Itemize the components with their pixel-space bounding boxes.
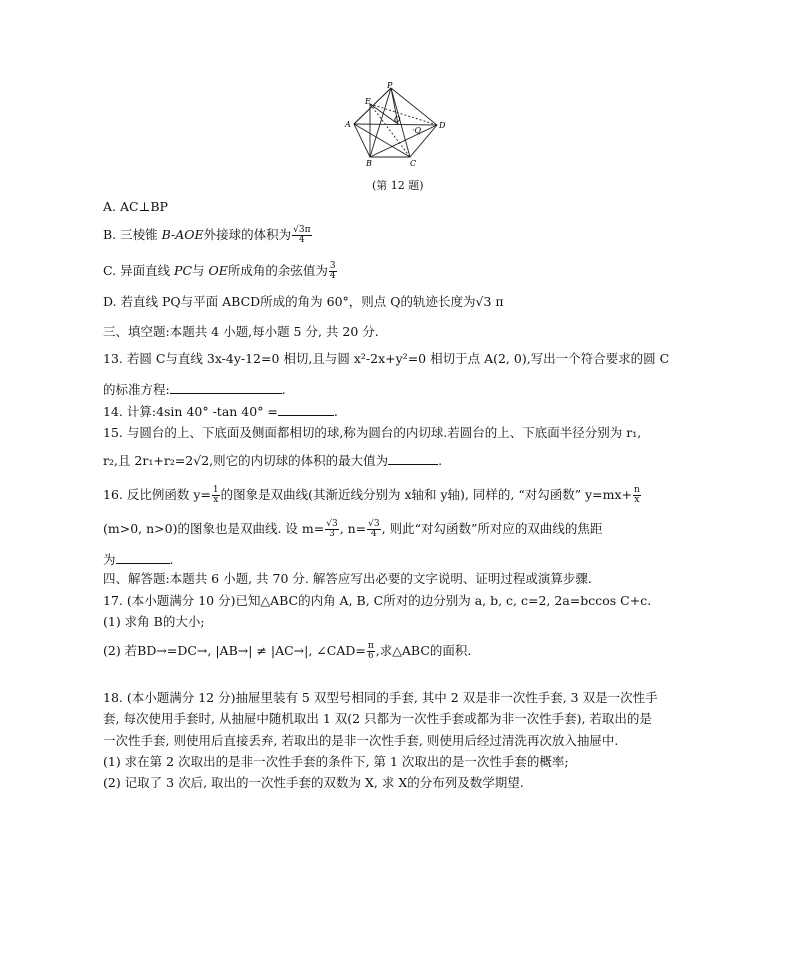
option-b-fraction: $\frac{√3\pi}{4}$	[293, 225, 311, 245]
q16-frac-2: $\frac{n}{x}$	[633, 485, 640, 505]
label-B: B	[366, 159, 372, 168]
q18-part2: (2) 记取了 3 次后, 取出的一次性手套的双数为 X, 求 X的分布列及数学期望.	[103, 775, 524, 790]
q16-line1: 16. 反比例函数 y= $\frac{1}{x}$ 的图象是双曲线(其渐近线分别为 x轴和 y轴), 同样的, “对勾函数” y=mx+ $\frac{n}{x}$	[103, 485, 640, 505]
q13-line2: 的标准方程: .	[103, 382, 286, 397]
label-D: D	[439, 121, 446, 130]
q18-part1: (1) 求在第 2 次取出的是非一次性手套的条件下, 第 1 次取出的是一次性手套的概率;	[103, 754, 569, 769]
geometry-figure	[340, 82, 460, 170]
section3-heading: 三、填空题:本题共 4 小题,每小题 5 分, 共 20 分.	[103, 324, 379, 339]
q16-frac-m: $\frac{√3}{3}$	[326, 519, 338, 539]
figure-caption: (第 12 题)	[372, 179, 424, 192]
q16-answer-blank	[116, 551, 170, 564]
q15-line2: r₂,且 2r₁+r₂=2√2,则它的内切球的体积的最大值为 .	[103, 453, 443, 468]
q14-answer-blank	[278, 403, 334, 416]
option-b-var: B-AOE	[161, 227, 204, 242]
q16-line2: (m>0, n>0)的图象也是双曲线. 设 m= $\frac{√3}{3}$ , n= $\frac{√3}{4}$ , 则此“对勾函数”所对应的双曲线的焦距	[103, 519, 603, 539]
option-b-mid: 外接球的体积为	[203, 227, 292, 242]
option-c	[103, 262, 338, 281]
option-c-mid2: 所成角的余弦值为	[227, 263, 328, 278]
option-c-fraction: $\frac{3}{4}$	[329, 261, 336, 281]
q16-frac-1: $\frac{1}{x}$	[212, 485, 219, 505]
option-d: D. 若直线 PQ与平面 ABCD所成的角为 60°，则点 Q的轨迹长度为√3 π	[103, 294, 504, 309]
q13-answer-blank	[170, 381, 282, 394]
q16-frac-n: $\frac{√3}{4}$	[368, 519, 380, 539]
q17-line1: 17. (本小题满分 10 分)已知△ABC的内角 A, B, C所对的边分别为 a, b, c, c=2, 2a=bccos C+c.	[103, 593, 652, 608]
label-A: A	[345, 120, 351, 129]
q18-line3: 一次性手套, 则使用后直接丢弃, 若取出的是非一次性手套, 则使用后经过清洗再次放入抽屉中.	[103, 733, 619, 748]
q17-frac: $\frac{\pi}{6}$	[367, 641, 374, 661]
option-a: A. AC⊥BP	[103, 199, 168, 214]
q13-line1: 13. 若圆 C与直线 3x-4y-12=0 相切,且与圆 x²-2x+y²=0 相切于点 A(2, 0),写出一个符合要求的圆 C	[103, 351, 670, 366]
option-c-prefix: C. 异面直线	[103, 263, 175, 278]
label-C: C	[410, 159, 417, 168]
option-b	[103, 226, 313, 245]
q14: 14. 计算:4sin 40° -tan 40° = .	[103, 404, 338, 419]
option-c-mid1: 与	[192, 263, 209, 278]
label-P: P	[387, 82, 393, 90]
q17-part1: (1) 求角 B的大小;	[103, 614, 205, 629]
q15-answer-blank	[388, 452, 438, 465]
label-E: E	[365, 97, 371, 106]
label-Q: ·Q	[412, 126, 422, 135]
section4-heading: 四、解答题:本题共 6 小题, 共 70 分. 解答应写出必要的文字说明、证明过程或演算步骤.	[103, 571, 592, 586]
q18-line1: 18. (本小题满分 12 分)抽屉里装有 5 双型号相同的手套, 其中 2 双是非一次性手套, 3 双是一次性手	[103, 690, 658, 705]
q15-line1: 15. 与圆台的上、下底面及侧面都相切的球,称为圆台的内切球.若圆台的上、下底面半径分别为 r₁,	[103, 425, 642, 440]
q18-line2: 套, 每次使用手套时, 从抽屉中随机取出 1 双(2 只都为一次性手套或都为非一次性手套), 若取出的是	[103, 711, 652, 726]
option-c-var2: OE	[208, 263, 228, 278]
label-O: O	[394, 115, 401, 124]
q17-part2: (2) 若BD→=DC→, |AB→| ≠ |AC→|, ∠CAD= $\frac{\pi}{6}$ ,求△ABC的面积.	[103, 641, 472, 661]
option-b-prefix: B. 三棱锥	[103, 227, 162, 242]
option-c-var1: PC	[174, 263, 193, 278]
q16-line3: 为 .	[103, 552, 174, 567]
